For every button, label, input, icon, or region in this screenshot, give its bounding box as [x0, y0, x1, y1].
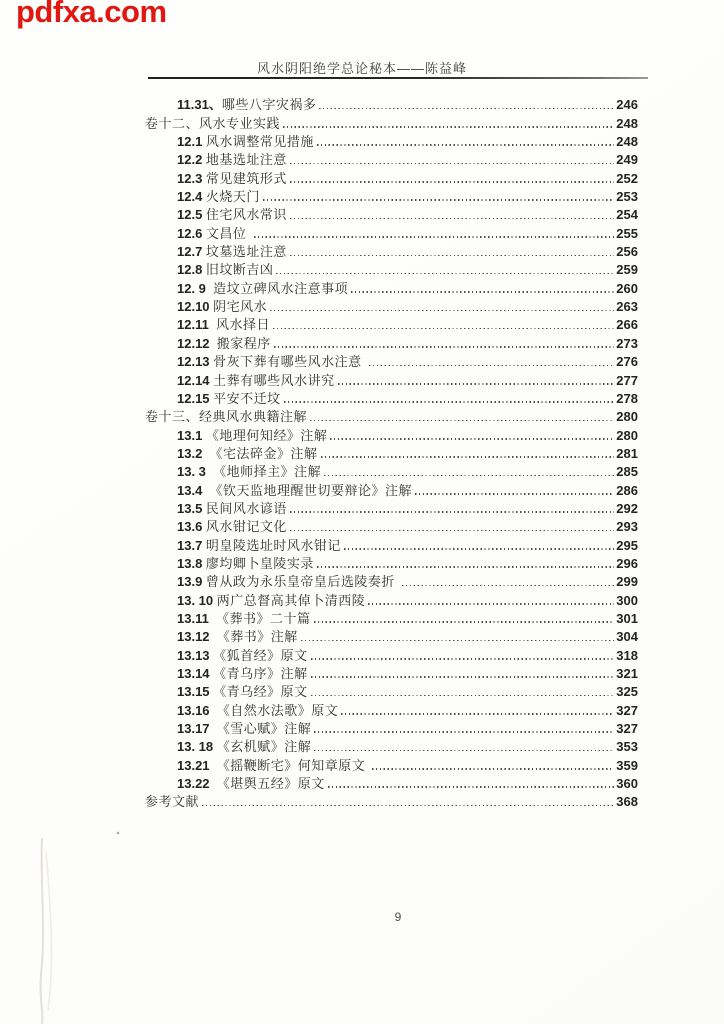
toc-leader-dots [341, 535, 616, 553]
toc-leader-dots [281, 389, 617, 407]
toc-entry-label: 《地理何知经》注解 [205, 427, 328, 443]
toc-entry [145, 792, 638, 810]
toc-entry-page: 327 [616, 721, 638, 737]
toc-entry-page: 300 [616, 592, 638, 608]
toc-entry-number: 12.8 [177, 262, 206, 278]
toc-entry-label: 风水择日 [216, 317, 271, 333]
toc-entry [145, 462, 638, 480]
toc-entry-page: 285 [616, 464, 638, 480]
toc-entry-page: 353 [616, 739, 638, 755]
toc-entry-page: 280 [616, 409, 638, 425]
toc-entry-page: 248 [616, 134, 638, 150]
toc-entry-number: 13.17 [177, 721, 217, 737]
toc-entry-label: 《宅法碎金》注解 [209, 445, 318, 461]
toc-entry-page: 304 [616, 629, 638, 645]
toc-leader-dots [314, 554, 616, 572]
toc-leader-dots [399, 572, 616, 590]
toc-leader-dots [287, 499, 616, 517]
toc-entry-label: 《摇鞭断宅》何知章原文 [216, 757, 370, 773]
toc-entry-page: 280 [616, 427, 638, 443]
toc-leader-dots [271, 333, 617, 351]
toc-entry-page: 278 [616, 390, 638, 406]
toc-leader-dots [311, 719, 616, 737]
toc-entry-page: 249 [616, 152, 638, 168]
toc-entry [145, 535, 638, 553]
footer-page-number: 9 [394, 910, 402, 924]
toc-entry-page: 254 [616, 207, 638, 223]
toc-entry-page: 325 [616, 684, 638, 700]
toc-entry-label: 两广总督高其倬卜清西陵 [216, 592, 366, 608]
toc-entry-page: 293 [616, 519, 638, 535]
toc-entry [145, 774, 638, 792]
toc-entry-label: 参考文献 [145, 794, 200, 810]
toc-entry-label: 《自然水法歌》原文 [216, 702, 339, 718]
toc-entry [145, 700, 638, 718]
header-rule [148, 77, 648, 79]
toc-entry-label: 《堪舆五经》原文 [216, 776, 325, 792]
toc-entry-number: 13.12 [177, 629, 217, 645]
toc-entry-number: 13.14 [177, 666, 214, 681]
toc-entry-label: 《雪心赋》注解 [216, 721, 312, 737]
toc-entry-number: 13.6 [177, 519, 206, 535]
toc-leader-dots [308, 682, 617, 700]
scan-crease-artifact [0, 0, 120, 1024]
toc-leader-dots [287, 242, 616, 260]
toc-entry-label: 搬家程序 [216, 335, 271, 351]
toc-entry-label: 曾从政为永乐皇帝皇后选陵奏折 [205, 574, 400, 590]
toc-entry [145, 333, 638, 351]
toc-entry-page: 301 [616, 610, 638, 626]
toc-entry-label: 地基选址注意 [205, 152, 287, 168]
toc-entry-number: 13.4 [177, 482, 210, 498]
toc-entry-page: 256 [616, 244, 638, 260]
toc-entry [145, 223, 638, 241]
running-head-title: 风水阴阳绝学总论秘本——陈益峰 [256, 61, 467, 76]
toc-entry [145, 517, 638, 535]
toc-leader-dots [287, 517, 616, 535]
toc-leader-dots [267, 297, 616, 315]
toc-entry-number: 13.11 [177, 610, 217, 626]
toc-entry-label: 土葬有哪些风水讲究 [213, 372, 335, 388]
toc-entry [145, 278, 638, 296]
toc-entry [145, 352, 638, 370]
toc-entry-label: 住宅风水常识 [205, 207, 287, 223]
toc-entry-label: 常见建筑形式 [205, 170, 287, 186]
toc-entry-label: 风水调整常见措施 [205, 134, 314, 150]
toc-entry [145, 627, 638, 645]
toc-leader-dots [273, 260, 616, 278]
toc-entry-number: 13.1 [177, 427, 206, 443]
toc-entry-number: 12.12 [177, 335, 217, 351]
toc-leader-dots [325, 774, 617, 792]
toc-entry-number: 12.15 [177, 390, 214, 406]
toc-entry [145, 609, 638, 627]
toc-entry-label: 《青乌序》注解 [213, 666, 308, 681]
toc-entry-label: 廖均卿卜皇陵实录 [205, 555, 314, 571]
toc-entry-number: 12.7 [177, 244, 206, 260]
toc-entry-label: 《青乌经》原文 [213, 684, 308, 700]
toc-entry [145, 407, 638, 425]
toc-entry-label: 阴宅风水 [213, 299, 268, 315]
toc-entry-label: 《玄机赋》注解 [216, 739, 312, 755]
toc-entry [145, 719, 638, 737]
toc-leader-dots [335, 370, 617, 388]
toc-leader-dots [260, 187, 616, 205]
toc-entry-label: 《葬书》二十篇 [216, 610, 311, 626]
toc-entry [145, 444, 638, 462]
toc-entry [145, 645, 638, 663]
toc-entry-number: 12.3 [177, 170, 206, 186]
toc-entry-page: 277 [616, 372, 638, 388]
toc-entry-number: 13.5 [177, 500, 206, 516]
toc-entry-label: 旧坟断吉凶 [205, 262, 274, 278]
toc-entry-page: 246 [616, 97, 638, 113]
toc-entry-number: 13.7 [177, 537, 206, 553]
toc-leader-dots [308, 664, 617, 682]
toc-entry [145, 554, 638, 572]
toc-entry [145, 95, 638, 113]
toc-leader-dots [366, 352, 617, 370]
toc-entry-page: 266 [616, 317, 638, 333]
toc-entry-number: 13. 10 [177, 592, 217, 608]
toc-entry-number: 13.13 [177, 647, 214, 663]
toc-entry-label: 哪些八字灾祸多 [221, 97, 317, 113]
toc-entry [145, 205, 638, 223]
toc-entry-label: 《葬书》注解 [216, 629, 298, 645]
toc-entry [145, 590, 638, 608]
toc-entry-number: 13.8 [177, 555, 206, 571]
toc-leader-dots [318, 444, 617, 462]
toc-entry [145, 572, 638, 590]
toc-entry-number: 12.6 [177, 225, 206, 241]
toc-entry [145, 242, 638, 260]
toc-entry [145, 664, 638, 682]
toc-entry [145, 370, 638, 388]
toc-entry-label: 《狐首经》原文 [213, 647, 308, 663]
toc-entry-page: 360 [616, 776, 638, 792]
toc-entry-page: 299 [616, 574, 638, 590]
toc-entry [145, 260, 638, 278]
toc-entry-number: 13.22 [177, 776, 217, 792]
toc-entry-page: 292 [616, 500, 638, 516]
toc-leader-dots [307, 407, 616, 425]
toc-entry-label: 文昌位 [205, 225, 251, 241]
toc-entry-page: 248 [616, 115, 638, 131]
toc-entry [145, 113, 638, 131]
toc-leader-dots [311, 737, 616, 755]
toc-leader-dots [270, 315, 616, 333]
toc-entry-label: 风水钳记文化 [205, 519, 287, 535]
toc-entry-page: 276 [616, 354, 638, 370]
toc-entry-number: 12.4 [177, 189, 206, 205]
toc-entry-page: 255 [616, 225, 638, 241]
toc-entry-number: 12.13 [177, 354, 214, 370]
toc-entry-page: 273 [616, 335, 638, 351]
toc-entry [145, 389, 638, 407]
toc-leader-dots [298, 627, 617, 645]
toc-entry-page: 327 [616, 702, 638, 718]
toc-entry-label: 明皇陵选址时风水钳记 [205, 537, 341, 553]
toc-entry [145, 187, 638, 205]
toc-leader-dots [251, 223, 617, 241]
toc-entry-number: 11.31、 [177, 97, 222, 113]
toc-entry [145, 682, 638, 700]
toc-entry-page: 286 [616, 482, 638, 498]
toc-entry-number: 12.10 [177, 299, 214, 315]
toc-entry-label: 坟墓选址注意 [205, 244, 287, 260]
toc-entry-number: 12.2 [177, 152, 206, 168]
toc-entry-number: 12.1 [177, 134, 206, 150]
table-of-contents [145, 95, 638, 810]
toc-entry-label: 造坟立碑风水注意事项 [213, 280, 349, 296]
toc-entry-page: 253 [616, 189, 638, 205]
toc-entry-label: 卷十三、经典风水典籍注解 [145, 409, 308, 425]
toc-entry-page: 359 [616, 757, 638, 773]
toc-leader-dots [365, 590, 616, 608]
toc-leader-dots [412, 480, 616, 498]
toc-entry-page: 259 [616, 262, 638, 278]
toc-entry-label: 《地师择主》注解 [213, 464, 322, 480]
toc-leader-dots [308, 645, 617, 663]
toc-entry-label: 卷十二、风水专业实践 [145, 115, 281, 131]
toc-entry-number: 13. 18 [177, 739, 217, 755]
toc-entry-label: 平安不迁坟 [213, 390, 281, 406]
toc-entry-number: 12.14 [177, 372, 214, 388]
toc-entry [145, 499, 638, 517]
toc-entry-page: 368 [616, 794, 638, 810]
toc-entry [145, 315, 638, 333]
toc-leader-dots [287, 150, 616, 168]
toc-leader-dots [338, 700, 616, 718]
toc-entry-page: 321 [616, 666, 638, 681]
toc-entry-label: 《钦天监地理醒世切要辩论》注解 [209, 482, 413, 498]
toc-entry-number: 13.2 [177, 445, 210, 461]
toc-leader-dots [311, 609, 617, 627]
toc-entry [145, 480, 638, 498]
toc-leader-dots [287, 205, 616, 223]
toc-entry-page: 252 [616, 170, 638, 186]
toc-entry-page: 263 [616, 299, 638, 315]
toc-entry-page: 296 [616, 555, 638, 571]
toc-entry-number: 13.9 [177, 574, 206, 590]
toc-entry-label: 骨灰下葬有哪些风水注意 [213, 354, 366, 370]
toc-entry-page: 295 [616, 537, 638, 553]
toc-entry-page: 318 [616, 647, 638, 663]
toc-leader-dots [199, 792, 616, 810]
toc-entry-page: 260 [616, 280, 638, 296]
toc-entry [145, 737, 638, 755]
toc-leader-dots [316, 95, 616, 113]
toc-entry-page: 281 [616, 445, 638, 461]
toc-entry [145, 132, 638, 150]
toc-entry [145, 755, 638, 773]
toc-leader-dots [280, 113, 616, 131]
toc-entry-number: 13.16 [177, 702, 217, 718]
pdfxa-watermark-logo: pdfxa.com [16, 0, 167, 29]
toc-leader-dots [369, 755, 616, 773]
toc-entry-number: 12.5 [177, 207, 206, 223]
scan-speck [117, 832, 120, 835]
toc-leader-dots [321, 462, 616, 480]
toc-entry-number: 12. 9 [177, 280, 214, 296]
toc-entry [145, 168, 638, 186]
toc-entry-number: 13. 3 [177, 464, 214, 480]
toc-entry [145, 150, 638, 168]
toc-entry [145, 297, 638, 315]
toc-entry-number: 13.21 [177, 757, 217, 773]
toc-entry-number: 13.15 [177, 684, 214, 700]
toc-entry-number: 12.11 [177, 317, 217, 333]
toc-leader-dots [327, 425, 616, 443]
toc-entry-label: 民间风水谚语 [205, 500, 287, 516]
toc-leader-dots [314, 132, 616, 150]
toc-leader-dots [287, 168, 616, 186]
toc-entry [145, 425, 638, 443]
toc-leader-dots [348, 278, 616, 296]
toc-entry-label: 火烧天门 [205, 189, 260, 205]
